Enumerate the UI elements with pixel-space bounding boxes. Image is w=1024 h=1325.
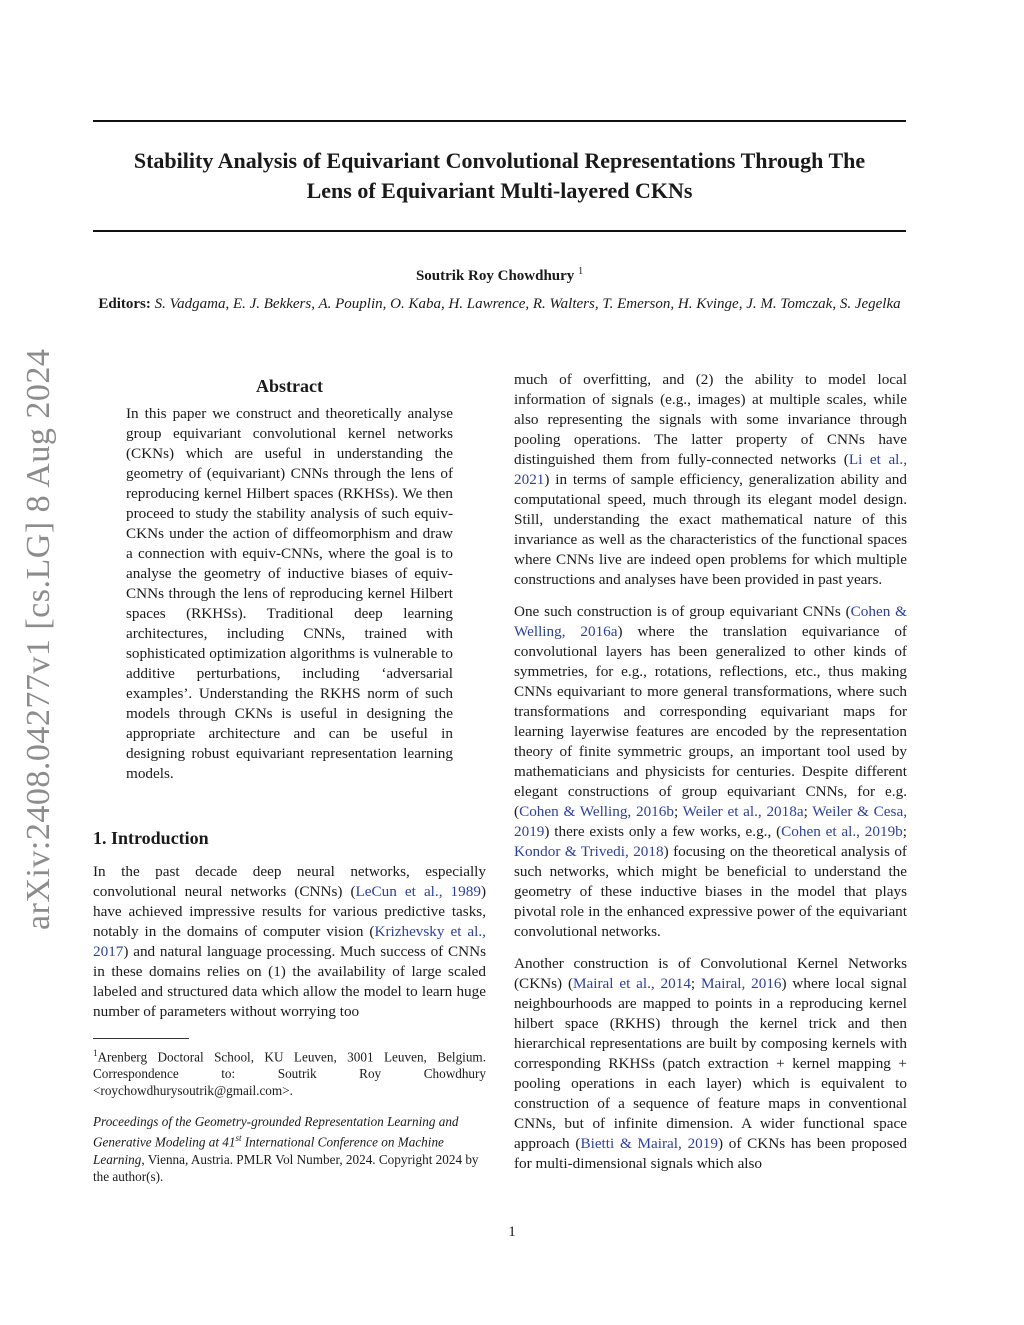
abstract-heading: Abstract (256, 376, 323, 396)
citation-link[interactable]: Mairal, 2016 (701, 975, 782, 992)
author-name: Soutrik Roy Chowdhury (415, 268, 575, 284)
proceedings-note (93, 1113, 486, 1184)
text-run: ) focusing on the theoretical analysis of such networks, which might be beneficial to understand the geometry of these inductive biases in the model that plays pivotal role in the enhanced expressive power of the equivariant convolutional networks. (514, 843, 907, 940)
citation-link[interactable]: LeCun et al., 1989 (355, 883, 481, 900)
text-run: ) of CKNs has been proposed for multi-dimensional signals which also (514, 1135, 907, 1172)
title-top-rule (93, 120, 906, 122)
citation-link[interactable]: Weiler & Cesa, 2019 (514, 803, 907, 840)
page-number: 1 (508, 1224, 516, 1240)
author-line (93, 266, 906, 285)
right-paragraph-1 (514, 370, 907, 590)
left-column (93, 370, 486, 1185)
title-line-1: Stability Analysis of Equivariant Convolutional Representations Through The (133, 148, 866, 173)
editors-list: S. Vadgama, E. J. Bekkers, A. Pouplin, O. Kaba, H. Lawrence, R. Walters, T. Emerson, H. Kvinge, J. M. Tomczak, S. Jegelka (154, 296, 901, 312)
text-run: much of overfitting, and (2) the ability to model local information of signals (e.g., images) at multiple scales, while also representing the signals with some invariance through pooling operations. The latter property of CNNs have distinguished them from fully-connected networks ( (514, 371, 907, 468)
proceedings-copyright: , Vienna, Austria. PMLR Vol Number, 2024. Copyright 2024 by the author(s). (93, 1151, 479, 1184)
separator: ; (902, 823, 908, 840)
text-run: ) and natural language processing. Much success of CNNs in these domains relies on (1) the availability of large scaled labeled and structured data which allow the model to learn huge number of parameters without worrying too (93, 943, 486, 1020)
proceedings-ordinal: st (235, 1133, 242, 1144)
intro-paragraph-1 (93, 862, 486, 1022)
separator: ; (690, 975, 701, 992)
footnote (93, 1045, 486, 1099)
separator: ; (803, 803, 813, 820)
separator: ; (673, 803, 683, 820)
text-run: ) where the translation equivariance of convolutional layers has been generalized to other kinds of symmetries, for e.g., rotations, reflections, etc., thus making CNNs equivariant to more general transformations, where such transformations and corresponding equivariant maps for learning layerwise features are encoded by the representation theory of finite symmetric groups, an important tool used by mathematicians and physicists for centuries. Despite different elegant constructions of group equivariant CNNs, for e.g. ( (514, 623, 907, 820)
footnote-rule (93, 1038, 189, 1039)
citation-link[interactable]: Kondor & Trivedi, 2018 (514, 843, 664, 860)
paper-title (93, 146, 906, 206)
citation-link[interactable]: Cohen et al., 2019b (781, 823, 903, 840)
right-column (514, 370, 907, 1186)
citation-link[interactable]: Mairal et al., 2014 (573, 975, 691, 992)
text-run: Another construction is of Convolutional Kernel Networks (CKNs) ( (514, 955, 907, 992)
right-paragraph-2 (514, 602, 907, 942)
text-run: In the past decade deep neural networks, especially convolutional neural networks (CNNs) ( (93, 863, 486, 900)
citation-link[interactable]: Krizhevsky et al., 2017 (93, 923, 486, 960)
citation-link[interactable]: Cohen & Welling, 2016a (514, 603, 907, 640)
citation-link[interactable]: Weiler et al., 2018a (682, 803, 804, 820)
text-run: ) where local signal neighbourhoods are mapped to points in a reproducing kernel hilbert space (RKHS) through the kernel trick and then hierarchical representations are built by composing kernels with corresponding RKHSs (patch extraction + kernel mapping + pooling operations in each layer) which is equivalent to construction of a sequence of feature maps in conventional CNNs, but of infinite dimension. A wider functional space approach ( (514, 975, 908, 1152)
author-affiliation-mark: 1 (578, 266, 584, 277)
abstract-body: In this paper we construct and theoretically analyse group equivariant convolutional kernel networks (CKNs) which are useful in understanding the geometry of (equivariant) CNNs through the lens of reproducing kernel Hilbert spaces (RKHSs). We then proceed to study the stability analysis of such equiv-CKNs under the action of diffeomorphism and draw a connection with equiv-CNNs, where the goal is to analyse the geometry of inductive biases of equiv-CNNs through the lens of reproducing kernel Hilbert spaces (RKHSs). Traditional deep learning architectures, including CNNs, trained with sophisticated optimization algorithms is vulnerable to additive perturbations, including ‘adversarial examples’. Understanding the RKHS norm of such models through CKNs is useful in designing the appropriate architecture and can be useful in designing robust equivariant representation learning models. (126, 405, 453, 782)
editors-label: Editors: (98, 296, 151, 312)
text-run: ) there exists only a few works, e.g., ( (544, 823, 782, 840)
editors-line (93, 294, 906, 315)
text-run: ) in terms of sample efficiency, generalization ability and computational speed, much through its elegant model design. Still, understanding the exact mathematical nature of this invariance as well as the characteristics of the functional spaces where CNNs live are indeed open problems for which multiple constructions and analyses have been provided in past years. (514, 471, 907, 588)
proceedings-venue: Proceedings of the Geometry-grounded Representation Learning and Generative Modeling at 41 (93, 1114, 459, 1150)
arxiv-stamp: arXiv:2408.04277v1 [cs.LG] 8 Aug 2024 (20, 348, 57, 930)
right-paragraph-3 (514, 954, 907, 1174)
title-bottom-rule (93, 230, 906, 232)
footnote-text: Arenberg Doctoral School, KU Leuven, 3001 Leuven, Belgium. Correspondence to: Soutrik Roy Chowdhury <roychowdhurysoutrik@gmail.com>. (93, 1049, 486, 1099)
text-run: ) have achieved impressive results for various predictive tasks, notably in the domains of computer vision ( (93, 883, 486, 940)
proceedings-conference: International Conference on Machine Learning (93, 1134, 444, 1167)
citation-link[interactable]: Bietti & Mairal, 2019 (580, 1135, 718, 1152)
title-line-2: Lens of Equivariant Multi-layered CKNs (306, 178, 693, 203)
intro-heading: 1. Introduction (93, 828, 209, 848)
citation-link[interactable]: Cohen & Welling, 2016b (519, 803, 674, 820)
citation-link[interactable]: Li et al., 2021 (514, 451, 907, 488)
footnote-mark: 1 (93, 1048, 98, 1058)
text-run: One such construction is of group equivariant CNNs ( (514, 603, 851, 620)
